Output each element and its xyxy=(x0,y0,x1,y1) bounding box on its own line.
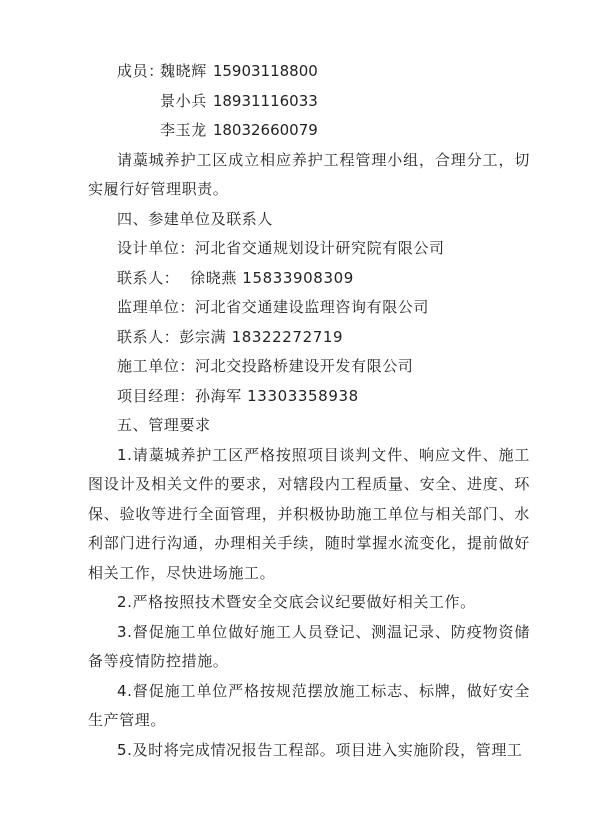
member-phone: 18032660079 xyxy=(212,121,318,139)
member-phone: 18931116033 xyxy=(212,91,318,110)
paragraph: 3.督促施工单位做好施工人员登记、测温记录、防疫物资储备等疫情防控措施。 xyxy=(88,622,530,670)
paragraph: 联系人：彭宗满 18322272719 xyxy=(117,327,344,346)
section-heading: 四、参建单位及联系人 xyxy=(117,209,274,228)
paragraph: 施工单位：河北交投路桥建设开发有限公司 xyxy=(117,357,414,375)
paragraph: 监理单位：河北省交通建设监理咨询有限公司 xyxy=(117,298,430,316)
member-row xyxy=(88,87,530,117)
section-heading: 五、管理要求 xyxy=(117,416,211,434)
paragraph: 4.督促施工单位严格按规范摆放施工标志、标牌，做好安全生产管理。 xyxy=(88,681,530,729)
paragraph: 联系人： 徐晓燕 15833908309 xyxy=(117,268,354,287)
paragraph: 1.请藁城养护工区严格按照项目谈判文件、响应文件、施工图设计及相关文件的要求，对辖段内工程质量、安全、进度、环保、验收等进行全面管理，并积极协助施工单位与相关部门、水利部门进行沟通，办理相关手续，随时掌握水流变化，提前做好相关工作，尽快进场施工。 xyxy=(88,445,530,582)
members-label: 成员： xyxy=(117,62,164,80)
document-page xyxy=(88,57,530,765)
paragraph: 2.严格按照技术暨安全交底会议纪要做好相关工作。 xyxy=(117,593,476,611)
paragraph: 请藁城养护工区成立相应养护工程管理小组，合理分工，切实履行好管理职责。 xyxy=(88,150,530,198)
paragraph: 5.及时将完成情况报告工程部。项目进入实施阶段，管理工 xyxy=(117,740,523,759)
member-name: 景小兵 xyxy=(160,91,207,110)
member-row xyxy=(88,116,530,146)
paragraph: 设计单位：河北省交通规划设计研究院有限公司 xyxy=(117,239,445,257)
paragraph: 项目经理：孙海军 13303358938 xyxy=(117,386,359,405)
member-name: 魏晓辉 xyxy=(160,62,207,80)
member-name: 李玉龙 xyxy=(160,121,207,139)
member-phone: 15903118800 xyxy=(212,62,318,80)
member-row xyxy=(88,57,530,87)
